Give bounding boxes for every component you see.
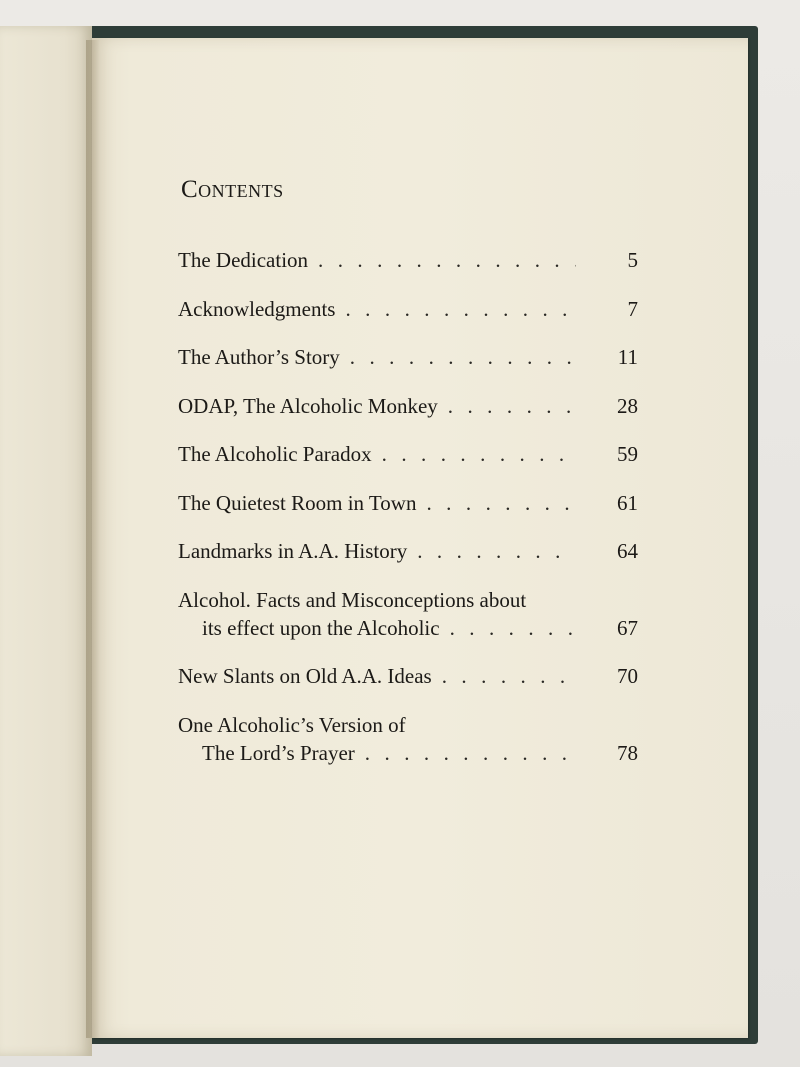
toc-entry-title: ODAP, The Alcoholic Monkey: [178, 393, 438, 418]
toc-entry-new-slants: [178, 662, 638, 690]
toc-entry-odap: [178, 392, 638, 420]
toc-page-number: 61: [617, 490, 638, 515]
leader-dots: [318, 246, 576, 274]
spine-shadow: [86, 40, 100, 1038]
toc-entry-title-continued: its effect upon the Alcoholic: [202, 615, 440, 640]
toc-entry-alcohol-facts: [178, 586, 638, 642]
toc-page-number: 59: [617, 442, 638, 466]
leader-dots: [450, 614, 576, 642]
toc-entry-lords-prayer: [178, 711, 638, 767]
toc-page-number: 5: [627, 248, 638, 272]
leader-dots: [345, 295, 576, 323]
toc-entry-title: The Dedication: [178, 248, 309, 272]
toc-entry-title: Alcohol. Facts and Misconceptions about: [178, 587, 527, 612]
leader-dots: [350, 343, 576, 371]
toc-entry-title: The Alcoholic Paradox: [178, 442, 372, 466]
leader-dots: [382, 440, 576, 468]
toc-entry-title: One Alcoholic’s Version of: [178, 712, 406, 737]
toc-page-number: 70: [617, 664, 638, 688]
toc-entry-title-continued: The Lord’s Prayer: [202, 740, 355, 765]
toc-page-number: 7: [627, 296, 638, 321]
toc-entry-landmarks: [178, 537, 638, 565]
toc-page-number: 67: [617, 615, 638, 640]
leader-dots: [365, 739, 576, 767]
toc-entry-title: Acknowledgments: [178, 296, 336, 321]
toc-entry-authors-story: [178, 343, 638, 371]
leader-dots: [448, 392, 576, 420]
toc-page-number: 64: [617, 539, 638, 563]
toc-page-number: 28: [617, 393, 638, 418]
leader-dots: [426, 489, 576, 517]
toc-entry-title: New Slants on Old A.A. Ideas: [178, 664, 432, 688]
leader-dots: [442, 662, 576, 690]
toc-entry-title: The Author’s Story: [178, 345, 340, 369]
toc-entry-alcoholic-paradox: [178, 440, 638, 468]
contents-heading: Contents: [181, 176, 284, 203]
leader-dots: [417, 537, 576, 565]
toc-entry-acknowledgments: [178, 295, 638, 323]
toc-page-number: 11: [617, 345, 638, 369]
table-of-contents: [178, 176, 638, 787]
toc-entry-dedication: [178, 246, 638, 274]
toc-entry-title: The Quietest Room in Town: [178, 490, 417, 515]
toc-page-number: 78: [617, 740, 638, 765]
toc-entry-quietest-room: [178, 489, 638, 517]
toc-entry-title: Landmarks in A.A. History: [178, 539, 408, 563]
left-page: [0, 26, 92, 1056]
